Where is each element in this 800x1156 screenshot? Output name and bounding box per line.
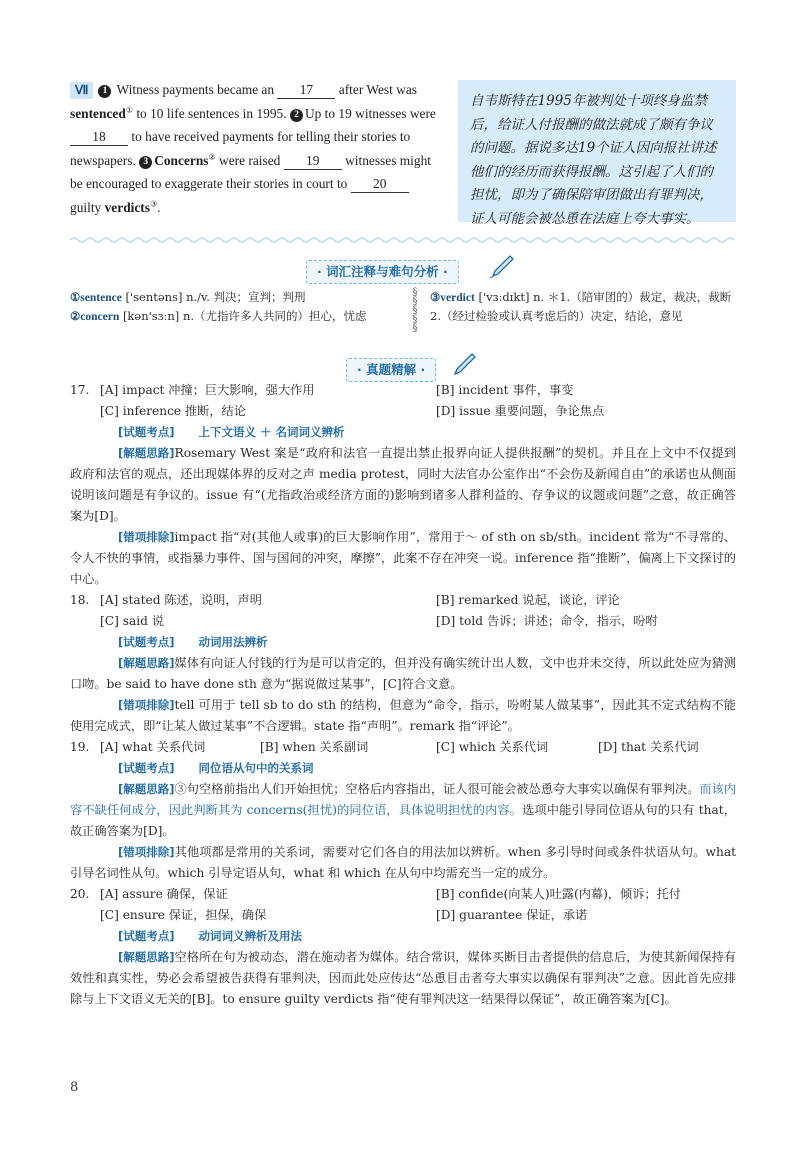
option-c: [C] said 说 xyxy=(100,614,164,628)
solution-highlight: 而该内容不缺任何成分，因此判断其为 concerns(担忧)的同位语，具体说明担忧的内容。 xyxy=(70,782,737,817)
passage-section xyxy=(70,78,736,227)
question-20-options-row2 xyxy=(70,905,736,926)
option-b: [B] incident 事件，事变 xyxy=(436,383,574,397)
option-b: [B] confide(向某人)吐露(内幕)，倾诉；托付 xyxy=(436,887,681,901)
footnote-3: ③ xyxy=(149,199,158,209)
solution-text: Rosemary West 案是“政府和法官一直提出禁止报界向证人提供报酬”的契机。并且在上文中不仅提到政府和法官的观点，还出现媒体界的反对之声 media protest，同时大法官办公室作出“不会伤及新闻自由”的承诺也从侧面说明该问题是有争议的。issue 有“(尤指政治或经济方面的)影响到诸多人群利益的、存争议的议题或问题”之意，故正确答案为[D]。 xyxy=(70,446,736,523)
option-b: [B] when 关系副词 xyxy=(260,740,369,754)
vocab-entry xyxy=(70,307,400,326)
option-c: [C] ensure 保证，担保，确保 xyxy=(100,908,267,922)
key-point-tag: [试题考点] xyxy=(118,425,175,439)
solution-logic xyxy=(70,779,736,842)
vocab-section-header: · 词汇注释与难句分析 · xyxy=(306,260,459,284)
wrong-option-analysis xyxy=(70,527,736,590)
solution-logic xyxy=(70,653,736,695)
blank-20: 20 xyxy=(351,175,409,193)
page-number: 8 xyxy=(70,1080,79,1095)
question-19-options-row xyxy=(70,737,736,758)
key-point-text: 上下文语义 ＋ 名词词义辨析 xyxy=(198,425,345,439)
sentence-marker-2: 2 xyxy=(290,109,303,122)
question-17-options-row2 xyxy=(70,401,736,422)
option-a: [A] stated 陈述，说明，声明 xyxy=(100,593,262,607)
option-a: [A] what 关系代词 xyxy=(100,740,206,754)
solution-logic xyxy=(70,443,736,527)
option-c: [C] which 关系代词 xyxy=(436,740,549,754)
solution-text: 媒体有向证人付钱的行为是可以肯定的，但并没有确实统计出人数，文中也并未交待，所以此处应为猜测口吻。be said to have done sth 意为“据说做过某事”，[C]符合文意。 xyxy=(70,656,736,691)
blank-18: 18 xyxy=(70,128,128,146)
column-divider: § § § § § xyxy=(412,287,418,334)
key-point xyxy=(70,422,736,443)
footnote-1: ① xyxy=(125,105,133,115)
solution-text: 选项中能引导同位语从句的只有 that，故正确答案为[D]。 xyxy=(70,803,736,838)
exclusion-text: tell 可用于 tell sb to do sth 的结构，但意为“命令，指示，吩咐某人做某事”，因此其不定式结构不能使用完成式，即“让某人做过某事”不合逻辑。state 指“声明”。remark 指“评论”。 xyxy=(70,698,736,733)
option-d: [D] told 告诉；讲述；命令，指示，吩咐 xyxy=(436,614,658,628)
sentence-marker-1: 1 xyxy=(98,85,111,98)
vocab-word: ③verdict xyxy=(430,292,475,304)
exclusion-text: impact 指“对(其他人或事)的巨大影响作用”，常用于～ of sth on sb/sth。incident 常为“不寻常的、令人不快的事情，或指暴力事件、国与国间的冲突，摩擦”，此案不存在冲突一说。inference 指“推断”，偏离上下文探讨的中心。 xyxy=(70,530,736,586)
vocab-highlight: verdicts xyxy=(104,199,150,215)
option-c: [C] inference 推断，结论 xyxy=(100,404,246,418)
question-number: 17. xyxy=(70,383,90,397)
wrong-option-analysis xyxy=(70,695,736,737)
key-point xyxy=(70,758,736,779)
definition: n./v. 判决；宣判；判刑 xyxy=(186,290,306,304)
key-point xyxy=(70,632,736,653)
paragraph-number: Ⅶ xyxy=(70,82,93,99)
key-point-tag: [试题考点] xyxy=(118,761,175,775)
solution-tag: [解题思路] xyxy=(118,950,175,964)
solution-logic xyxy=(70,947,736,1010)
solution-tag: [解题思路] xyxy=(118,446,175,460)
question-18-options-row2 xyxy=(70,611,736,632)
passage-text: were raised xyxy=(219,152,281,168)
exclusion-tag: [错项排除] xyxy=(118,845,175,859)
question-18-options-row1 xyxy=(70,590,736,611)
key-point-tag: [试题考点] xyxy=(118,635,175,649)
option-d: [D] guarantee 保证，承诺 xyxy=(436,908,588,922)
chinese-translation-box: 自韦斯特在1995年被判处十项终身监禁后，给证人付报酬的做法就成了颇有争议的问题。据说多达19个证人因向报社讲述他们的经历而获得报酬。这引起了人们的担忧，即为了确保陪审团做出有罪判决，证人可能会被怂恿在法庭上夸大事实。 xyxy=(458,80,736,222)
vocab-entry xyxy=(70,288,400,307)
wavy-divider xyxy=(70,236,736,244)
english-passage xyxy=(70,78,438,219)
sentence-marker-3: 3 xyxy=(139,156,152,169)
question-number: 18. xyxy=(70,593,90,607)
pen-icon xyxy=(490,253,516,279)
key-point-text: 动词词义辨析及用法 xyxy=(198,929,303,943)
solution-tag: [解题思路] xyxy=(118,782,175,796)
pen-icon xyxy=(452,351,478,377)
blank-19: 19 xyxy=(284,152,342,170)
passage-text: Up to 19 witnesses were xyxy=(304,105,436,121)
option-d: [D] that 关系代词 xyxy=(598,740,699,754)
exclusion-tag: [错项排除] xyxy=(118,698,175,712)
key-point-text: 同位语从句中的关系词 xyxy=(198,761,314,775)
vocab-word: ②concern xyxy=(70,311,120,323)
definition: n.（尤指许多人共同的）担心，忧虑 xyxy=(182,309,367,323)
question-number: 20. xyxy=(70,887,90,901)
key-point xyxy=(70,926,736,947)
question-20-options-row1 xyxy=(70,884,736,905)
passage-text: guilty xyxy=(70,199,102,215)
definition: n. ＊1.（陪审团的）裁定，裁决，裁断 2.（经过检验或认真考虑后的）决定，结论，意见 xyxy=(430,290,732,323)
option-b: [B] remarked 说起，谈论，评论 xyxy=(436,593,620,607)
phonetic: ['vɜːdɪkt] xyxy=(478,290,530,304)
answer-explanations xyxy=(70,380,736,1010)
passage-text: . xyxy=(157,199,161,215)
option-d: [D] issue 重要问题，争论焦点 xyxy=(436,404,605,418)
vocab-word: ①sentence xyxy=(70,292,122,304)
exclusion-text: 其他项都是常用的关系词，需要对它们各自的用法加以辨析。when 多引导时间或条件状语从句。what 引导名词性从句。which 引导定语从句，what 和 which 在从句中均需充当一定的成分。 xyxy=(70,845,736,880)
passage-text: witnesses might be encouraged to exaggerate their stories in court to xyxy=(70,152,432,191)
passage-text: after West was xyxy=(338,82,418,97)
question-17-options-row1 xyxy=(70,380,736,401)
footnote-2: ② xyxy=(208,152,216,162)
key-point-text: 动词用法辨析 xyxy=(198,635,268,649)
question-number: 19. xyxy=(70,740,90,754)
vocab-highlight: Concerns xyxy=(154,152,209,168)
phonetic: [kən'sɜːn] xyxy=(122,309,180,323)
option-a: [A] assure 确保，保证 xyxy=(100,887,228,901)
answer-section-header: · 真题精解 · xyxy=(346,358,436,382)
passage-text: Witness payments became an xyxy=(116,82,275,97)
passage-text: to 10 life sentences in 1995. xyxy=(136,105,287,121)
vocab-entry xyxy=(430,288,736,325)
solution-tag: [解题思路] xyxy=(118,656,175,670)
phonetic: ['sentəns] xyxy=(125,290,183,304)
vocabulary-notes xyxy=(70,288,736,348)
vocab-highlight: sentenced xyxy=(70,105,126,121)
exclusion-tag: [错项排除] xyxy=(118,530,175,544)
key-point-tag: [试题考点] xyxy=(118,929,175,943)
solution-text: ③句空格前指出人们开始担忧；空格后内容指出，证人很可能会被怂恿夸大事实以确保有罪判决。 xyxy=(174,782,700,796)
blank-17: 17 xyxy=(277,81,335,99)
wrong-option-analysis xyxy=(70,842,736,884)
solution-text: 空格所在句为被动态，潜在施动者为媒体。结合常识，媒体买断目击者提供的信息后，为使其新闻保持有效性和真实性，势必会希望被告获得有罪判决，因而此处应传达“怂恿目击者夸大事实以确保有罪判决”之意。因此首先应排除与上下文语义无关的[B]。to ensure guilty verdicts 指“使有罪判决这一结果得以保证”，故正确答案为[C]。 xyxy=(70,950,736,1006)
passage-text: to have received payments for telling their stories to newspapers. xyxy=(70,129,411,168)
option-a: [A] impact 冲撞；巨大影响，强大作用 xyxy=(100,383,315,397)
